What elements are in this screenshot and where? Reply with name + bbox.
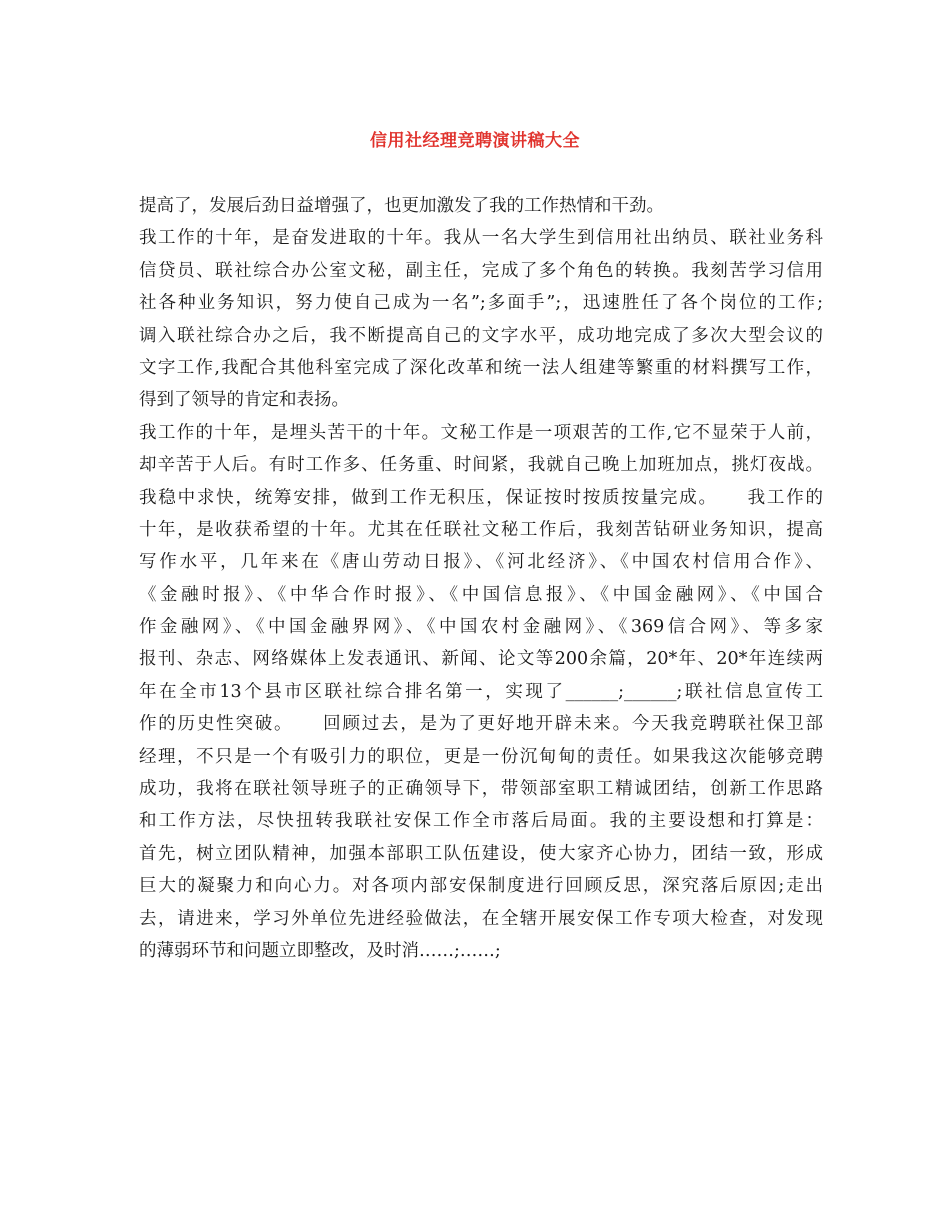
text-line: 巨大的凝聚力和向心力。对各项内部安保制度进行回顾反思，深究落后原因;走出 [139, 876, 823, 897]
text-line: 文字工作,我配合其他科室完成了深化改革和统一法人组建等繁重的材料撰写工作， [139, 357, 823, 378]
text-line: 作的历史性突破。 回顾过去，是为了更好地开辟未来。今天我竞聘联社保卫部 [139, 714, 823, 735]
text-line: 的薄弱环节和问题立即整改，及时消……;……; [139, 940, 501, 961]
text-line: 社各种业务知识，努力使自己成为一名”;多面手”;，迅速胜任了各个岗位的工作; [139, 293, 823, 314]
text-line: 首先，树立团队精神，加强本部职工队伍建设，使大家齐心协力，团结一致，形成 [139, 843, 823, 864]
text-line: 去，请进来，学习外单位先进经验做法，在全辖开展安保工作专项大检查，对发现 [139, 908, 823, 929]
text-line: 却辛苦于人后。有时工作多、任务重、时间紧，我就自己晚上加班加点，挑灯夜战。 [139, 455, 823, 476]
text-line: 得到了领导的肯定和表扬。 [139, 390, 349, 411]
text-line: 《金融时报》、《中华合作时报》、《中国信息报》、《中国金融网》、《中国合 [139, 584, 823, 605]
text-line: 提高了，发展后劲日益增强了，也更加激发了我的工作热情和干劲。 [139, 196, 664, 216]
document-body [139, 190, 823, 967]
text-line: 信贷员、联社综合办公室文秘，副主任，完成了多个角色的转换。我刻苦学习信用 [139, 260, 823, 281]
text-line: 我稳中求快，统筹安排，做到工作无积压，保证按时按质按量完成。 我工作的 [139, 487, 823, 508]
text-line: 我工作的十年，是埋头苦干的十年。文秘工作是一项艰苦的工作,它不显荣于人前， [139, 422, 823, 443]
text-line: 写作水平，几年来在《唐山劳动日报》、《河北经济》、《中国农村信用合作》、 [139, 552, 823, 573]
text-line: 成功，我将在联社领导班子的正确领导下，带领部室职工精诚团结，创新工作思路 [139, 779, 823, 800]
text-line: 作金融网》、《中国金融界网》、《中国农村金融网》、《369信合网》、等多家 [139, 617, 823, 638]
text-line: 经理，不只是一个有吸引力的职位，更是一份沉甸甸的责任。如果我这次能够竞聘 [139, 746, 823, 767]
text-line: 调入联社综合办之后，我不断提高自己的文字水平，成功地完成了多次大型会议的 [139, 325, 823, 346]
text-line: 报刊、杂志、网络媒体上发表通讯、新闻、论文等200余篇，20*年、20*年连续两 [139, 649, 823, 670]
document-title: 信用社经理竞聘演讲稿大全 [370, 131, 580, 151]
text-line: 和工作方法，尽快扭转我联社安保工作全市落后局面。我的主要设想和打算是： [139, 811, 823, 832]
text-line: 年在全市13个县市区联社综合排名第一，实现了______;______;联社信息宣传工 [139, 681, 823, 702]
text-line: 十年，是收获希望的十年。尤其在任联社文秘工作后，我刻苦钻研业务知识，提高 [139, 519, 823, 540]
text-line: 我工作的十年，是奋发进取的十年。我从一名大学生到信用社出纳员、联社业务科 [139, 228, 823, 249]
